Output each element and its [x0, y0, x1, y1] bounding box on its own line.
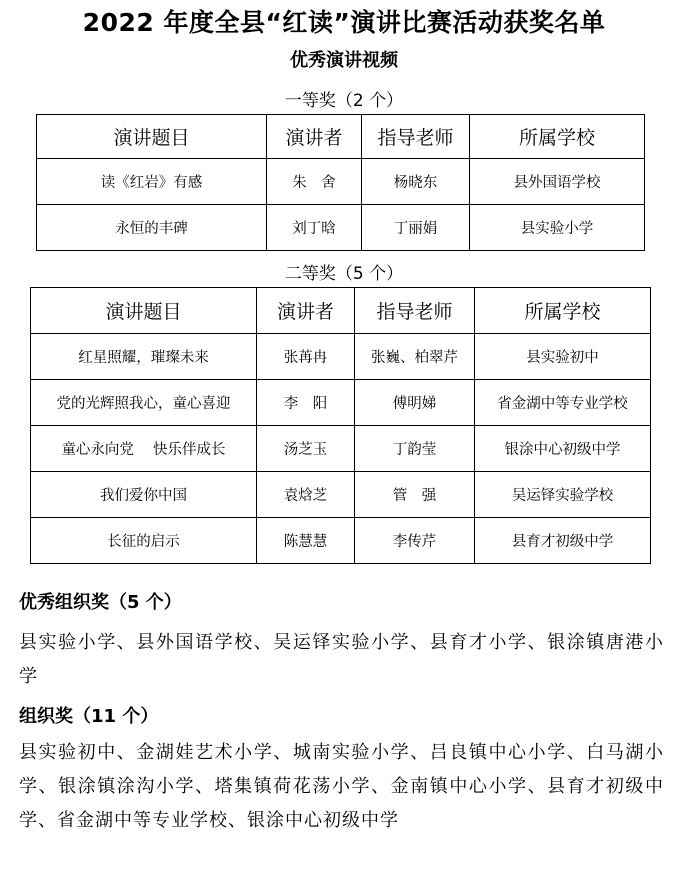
cell-speaker: 陈慧慧 — [257, 518, 355, 564]
column-header-teacher: 指导老师 — [362, 115, 470, 159]
cell-topic: 读《红岩》有感 — [37, 159, 267, 205]
table-row — [37, 205, 645, 251]
cell-speaker: 朱 舍 — [267, 159, 362, 205]
cell-topic: 我们爱你中国 — [31, 472, 257, 518]
table-row — [31, 518, 651, 564]
cell-school: 县育才初级中学 — [475, 518, 651, 564]
cell-teacher: 傅明娣 — [355, 380, 475, 426]
organization-award-list: 县实验初中、金湖娃艺术小学、城南实验小学、吕良镇中心小学、白马湖小学、银涂镇涂沟小学、塔集镇荷花荡小学、金南镇中心小学、县育才初级中学、省金湖中等专业学校、银涂中心初级中学 — [19, 742, 664, 831]
cell-topic: 童心永向党 快乐伴成长 — [31, 426, 257, 472]
excellent-organization-award-list: 县实验小学、县外国语学校、吴运铎实验小学、县育才小学、银涂镇唐港小学 — [19, 632, 664, 687]
cell-school: 县外国语学校 — [470, 159, 645, 205]
first-prize-heading: 一等奖（2 个） — [284, 91, 404, 111]
first-prize-table — [36, 114, 645, 251]
cell-teacher: 李传芹 — [355, 518, 475, 564]
cell-teacher: 丁韵莹 — [355, 426, 475, 472]
column-header-school: 所属学校 — [475, 288, 651, 334]
cell-school: 省金湖中等专业学校 — [475, 380, 651, 426]
table-row — [31, 334, 651, 380]
excellent-organization-award-heading: 优秀组织奖（5 个） — [19, 592, 182, 613]
table-row — [31, 380, 651, 426]
column-header-topic: 演讲题目 — [37, 115, 267, 159]
cell-topic: 党的光辉照我心，童心喜迎 — [31, 380, 257, 426]
cell-school: 县实验小学 — [470, 205, 645, 251]
cell-teacher: 管 强 — [355, 472, 475, 518]
cell-school: 吴运铎实验学校 — [475, 472, 651, 518]
column-header-speaker: 演讲者 — [257, 288, 355, 334]
cell-speaker: 李 阳 — [257, 380, 355, 426]
second-prize-table — [30, 287, 651, 564]
cell-teacher: 杨晓东 — [362, 159, 470, 205]
table-header-row — [31, 288, 651, 334]
organization-award-heading: 组织奖（11 个） — [19, 706, 159, 727]
column-header-school: 所属学校 — [470, 115, 645, 159]
cell-speaker: 张苒冉 — [257, 334, 355, 380]
cell-school: 县实验初中 — [475, 334, 651, 380]
column-header-topic: 演讲题目 — [31, 288, 257, 334]
table-row — [31, 426, 651, 472]
second-prize-heading: 二等奖（5 个） — [284, 264, 404, 284]
cell-teacher: 丁丽娟 — [362, 205, 470, 251]
table-header-row — [37, 115, 645, 159]
cell-topic: 长征的启示 — [31, 518, 257, 564]
column-header-speaker: 演讲者 — [267, 115, 362, 159]
table-row — [37, 159, 645, 205]
cell-teacher: 张巍、柏翠芹 — [355, 334, 475, 380]
cell-topic: 红星照耀，璀璨未来 — [31, 334, 257, 380]
column-header-teacher: 指导老师 — [355, 288, 475, 334]
section-subtitle: 优秀演讲视频 — [290, 50, 398, 71]
page-title: 2022 年度全县“红读”演讲比赛活动获奖名单 — [82, 8, 606, 37]
cell-speaker: 刘丁晗 — [267, 205, 362, 251]
table-row — [31, 472, 651, 518]
cell-speaker: 袁焓芝 — [257, 472, 355, 518]
cell-school: 银涂中心初级中学 — [475, 426, 651, 472]
cell-speaker: 汤芝玉 — [257, 426, 355, 472]
cell-topic: 永恒的丰碑 — [37, 205, 267, 251]
